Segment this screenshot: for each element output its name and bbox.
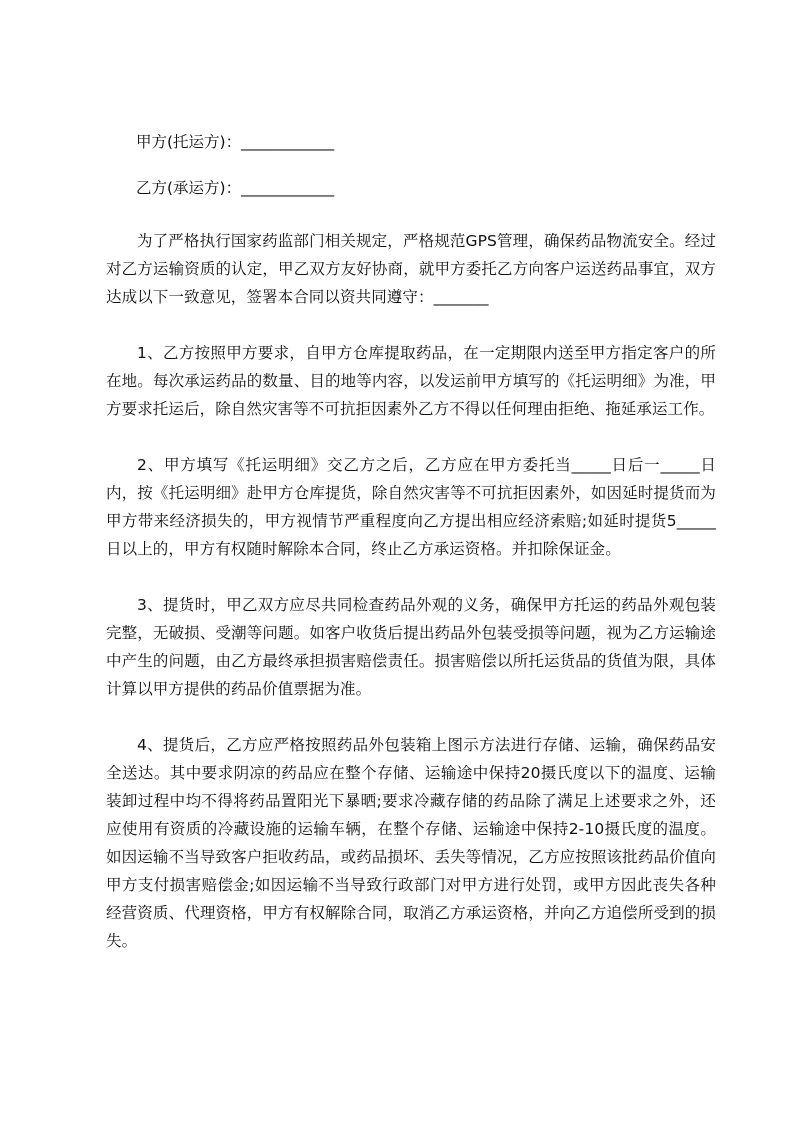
contract-page — [106, 128, 716, 983]
party-b-line: 乙方(承运方)：____________ — [136, 179, 335, 197]
party-a-line: 甲方(托运方)：____________ — [136, 133, 335, 151]
clause-4: 4、提货后，乙方应严格按照药品外包装箱上图示方法进行存储、运输，确保药品安全送达。其中要求阴凉的药品应在整个存储、运输途中保持20摄氏度以下的温度、运输装卸过程中均不得将药品置阳光下暴晒;要求冷藏存储的药品除了满足上述要求之外，还应使用有资质的冷藏设施的运输车辆，在整个存储、运输途中保持2-10摄氏度的温度。如因运输不当导致客户拒收药品，或药品损坏、丢失等情况，乙方应按照该批药品价值向甲方支付损害赔偿金;如因运输不当导致行政部门对甲方进行处罚，或甲方因此丧失各种经营资质、代理资格，甲方有权解除合同，取消乙方承运资格，并向乙方追偿所受到的损失。 — [106, 736, 716, 950]
clause-3: 3、提货时，甲乙双方应尽共同检查药品外观的义务，确保甲方托运的药品外观包装完整，无破损、受潮等问题。如客户收货后提出药品外包装受损等问题，视为乙方运输途中产生的问题，由乙方最终承担损害赔偿责任。损害赔偿以所托运货品的货值为限，具体计算以甲方提供的药品价值票据为准。 — [106, 596, 716, 698]
intro-paragraph: 为了严格执行国家药监部门相关规定，严格规范GPS管理，确保药品物流安全。经过对乙方运输资质的认定，甲乙双方友好协商，就甲方委托乙方向客户运送药品事宜，双方达成以下一致意见，签署本合同以资共同遵守：_______ — [106, 232, 716, 306]
clause-2: 2、甲方填写《托运明细》交乙方之后，乙方应在甲方委托当_____日后一_____日内，按《托运明细》赴甲方仓库提货，除自然灾害等不可抗拒因素外，如因延时提货而为甲方带来经济损失的，甲方视情节严重程度向乙方提出相应经济索赔;如延时提货5_____日以上的，甲方有权随时解除本合同，终止乙方承运资格。并扣除保证金。 — [106, 456, 716, 558]
clause-1: 1、乙方按照甲方要求，自甲方仓库提取药品，在一定期限内送至甲方指定客户的所在地。每次承运药品的数量、目的地等内容，以发运前甲方填写的《托运明细》为准，甲方要求托运后，除自然灾害等不可抗拒因素外乙方不得以任何理由拒绝、拖延承运工作。 — [106, 344, 716, 418]
